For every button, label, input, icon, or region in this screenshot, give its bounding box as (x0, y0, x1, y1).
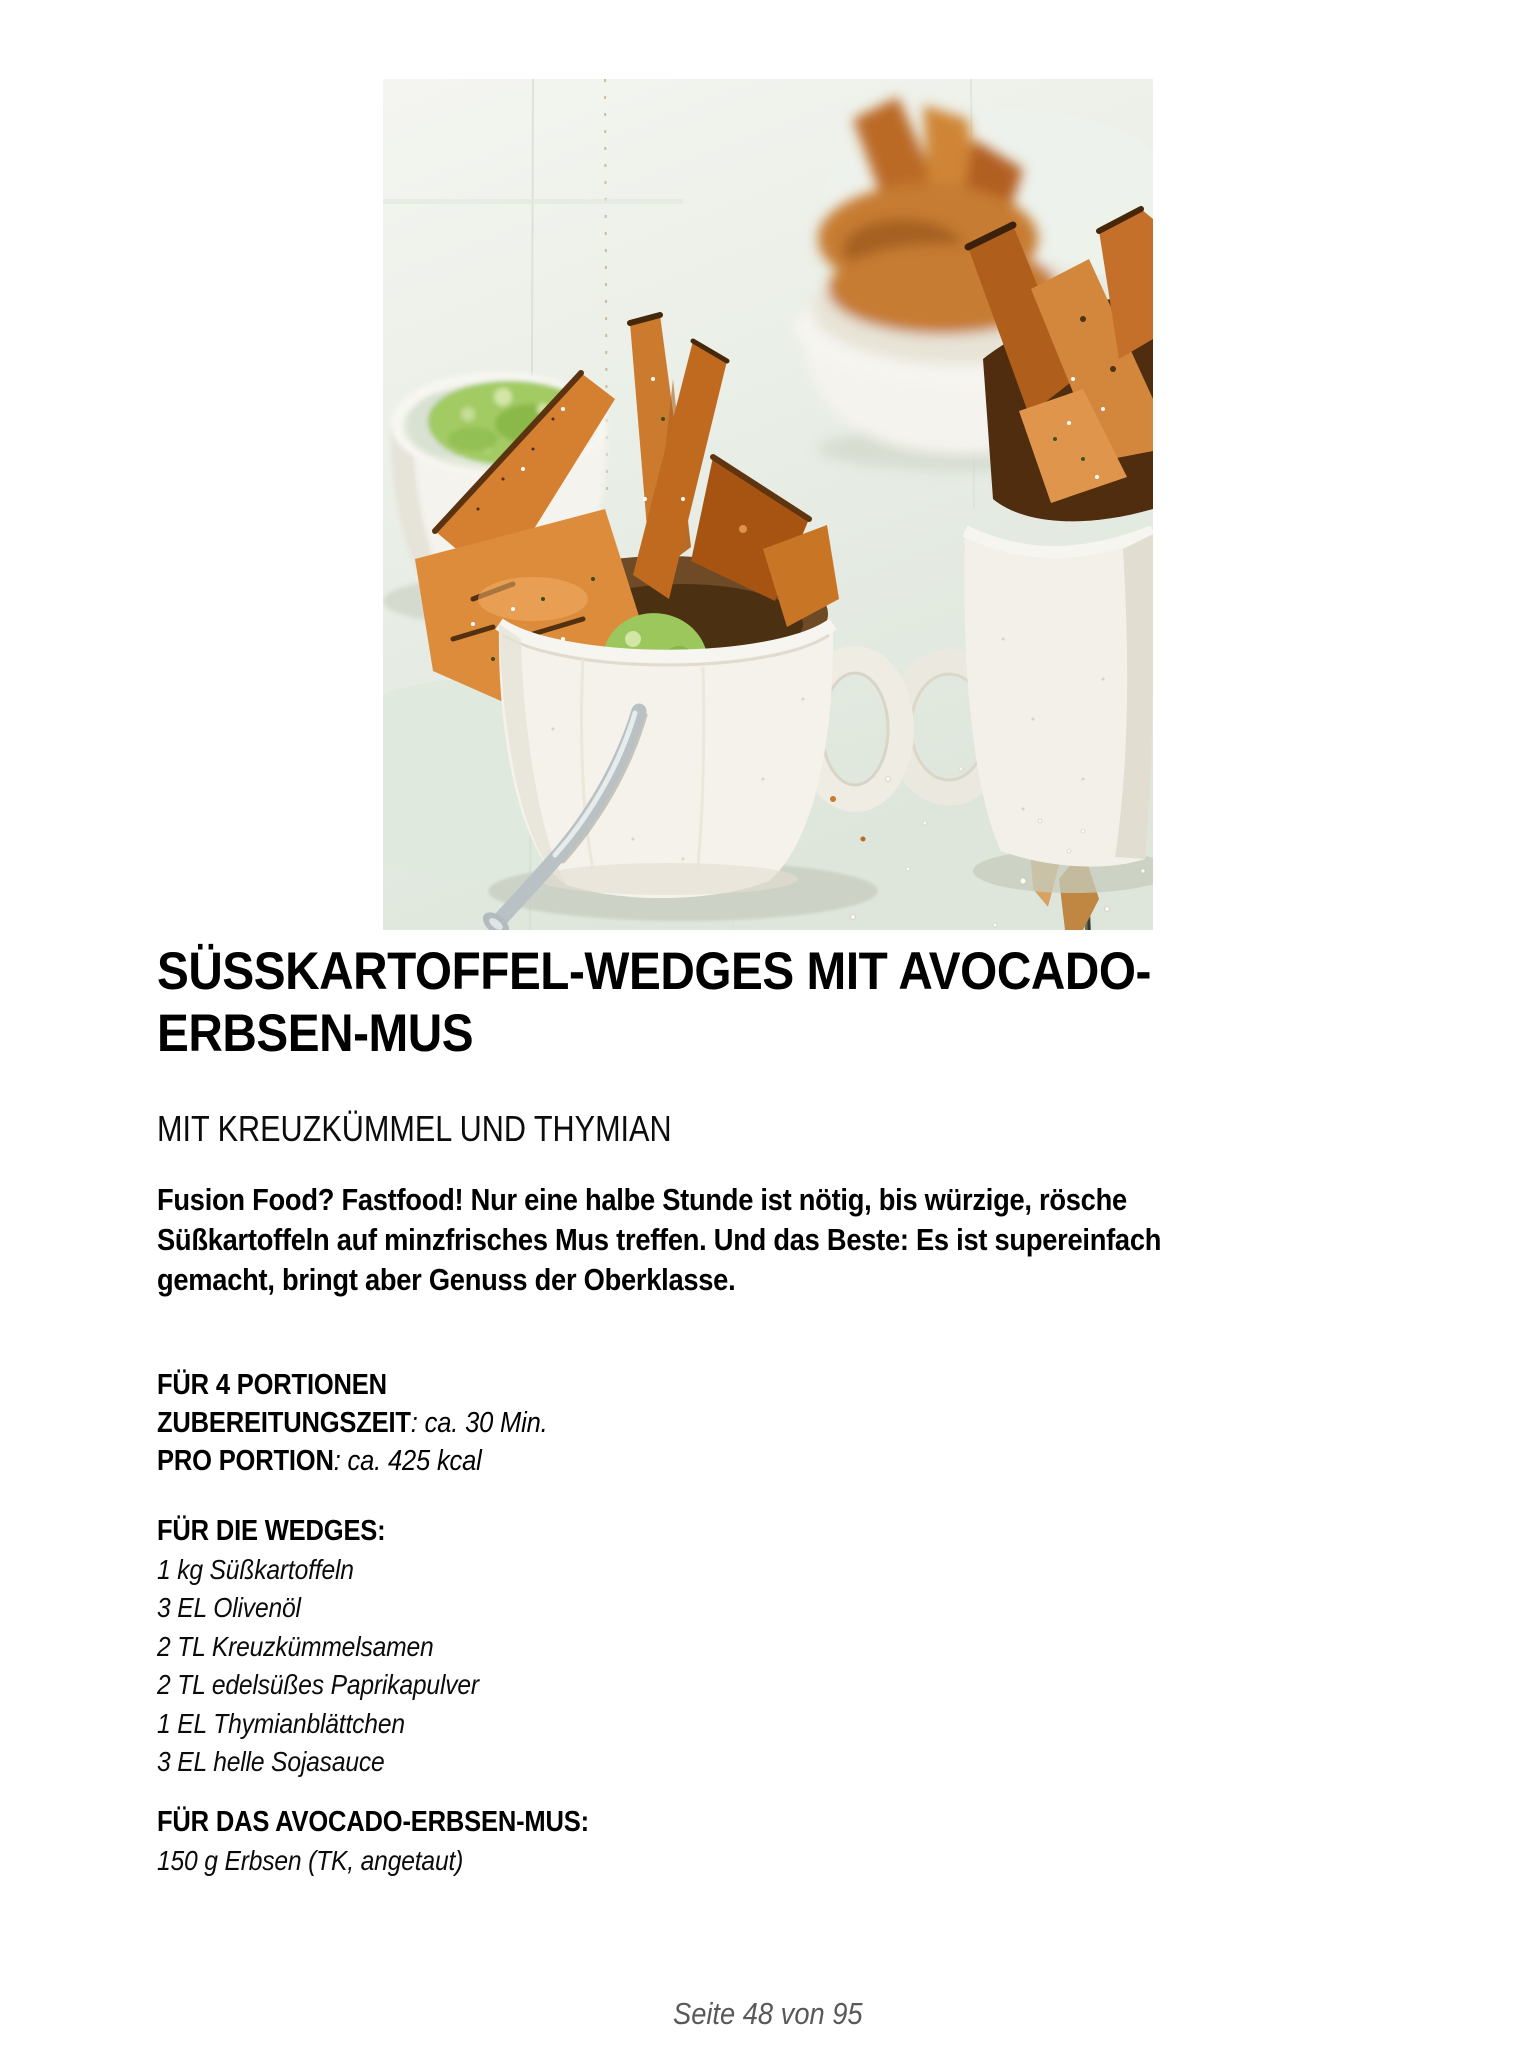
page-title-line-2: ERBSEN-MUS (157, 1004, 474, 1063)
section-header: FÜR DIE WEDGES: (157, 1515, 386, 1547)
recipe-meta (157, 1366, 548, 1480)
ingredient-item: 2 TL edelsüßes Paprikapulver (157, 1669, 479, 1700)
ingredient-item: 3 EL Olivenöl (157, 1592, 301, 1623)
ingredient-item: 3 EL helle Sojasauce (157, 1746, 385, 1777)
meta-label: PRO PORTION (157, 1445, 334, 1477)
meta-row-calories (157, 1442, 548, 1480)
page-indicator: Seite 48 von 95 (672, 1996, 863, 2031)
ingredient-item: 1 EL Thymianblättchen (157, 1707, 405, 1739)
intro-line: Süßkartoffeln auf minzfrisches Mus treffen. Und das Beste: Es ist supereinfach (157, 1222, 1162, 1257)
page-title-line-1: SÜSSKARTOFFEL-WEDGES MIT AVOCADO- (157, 942, 1151, 1001)
intro-line: Fusion Food? Fastfood! Nur eine halbe Stunde ist nötig, bis würzige, rösche (157, 1182, 1127, 1217)
meta-row-portions (157, 1366, 548, 1404)
meta-value: : ca. 425 kcal (333, 1445, 482, 1477)
ingredients-section-wedges (157, 1512, 479, 1782)
recipe-intro (157, 1180, 1161, 1300)
recipe-photo (383, 79, 1153, 930)
meta-label: FÜR 4 PORTIONEN (157, 1369, 387, 1401)
ingredient-list (157, 1842, 589, 1881)
recipe-subtitle: MIT KREUZKÜMMEL UND THYMIAN (157, 1108, 672, 1149)
ingredient-item: 1 kg Süßkartoffeln (157, 1553, 354, 1585)
page-title (157, 941, 1151, 1065)
meta-label: ZUBEREITUNGSZEIT (157, 1407, 411, 1439)
intro-line: gemacht, bringt aber Genuss der Oberklasse. (157, 1262, 736, 1297)
ingredient-list (157, 1551, 479, 1782)
meta-value: : ca. 30 Min. (410, 1407, 548, 1439)
ingredients-section-mus (157, 1803, 589, 1880)
section-header: FÜR DAS AVOCADO-ERBSEN-MUS: (157, 1806, 589, 1838)
ingredient-item: 2 TL Kreuzkümmelsamen (157, 1630, 434, 1662)
meta-row-prep-time (157, 1404, 548, 1442)
ingredient-item: 150 g Erbsen (TK, angetaut) (157, 1844, 464, 1876)
